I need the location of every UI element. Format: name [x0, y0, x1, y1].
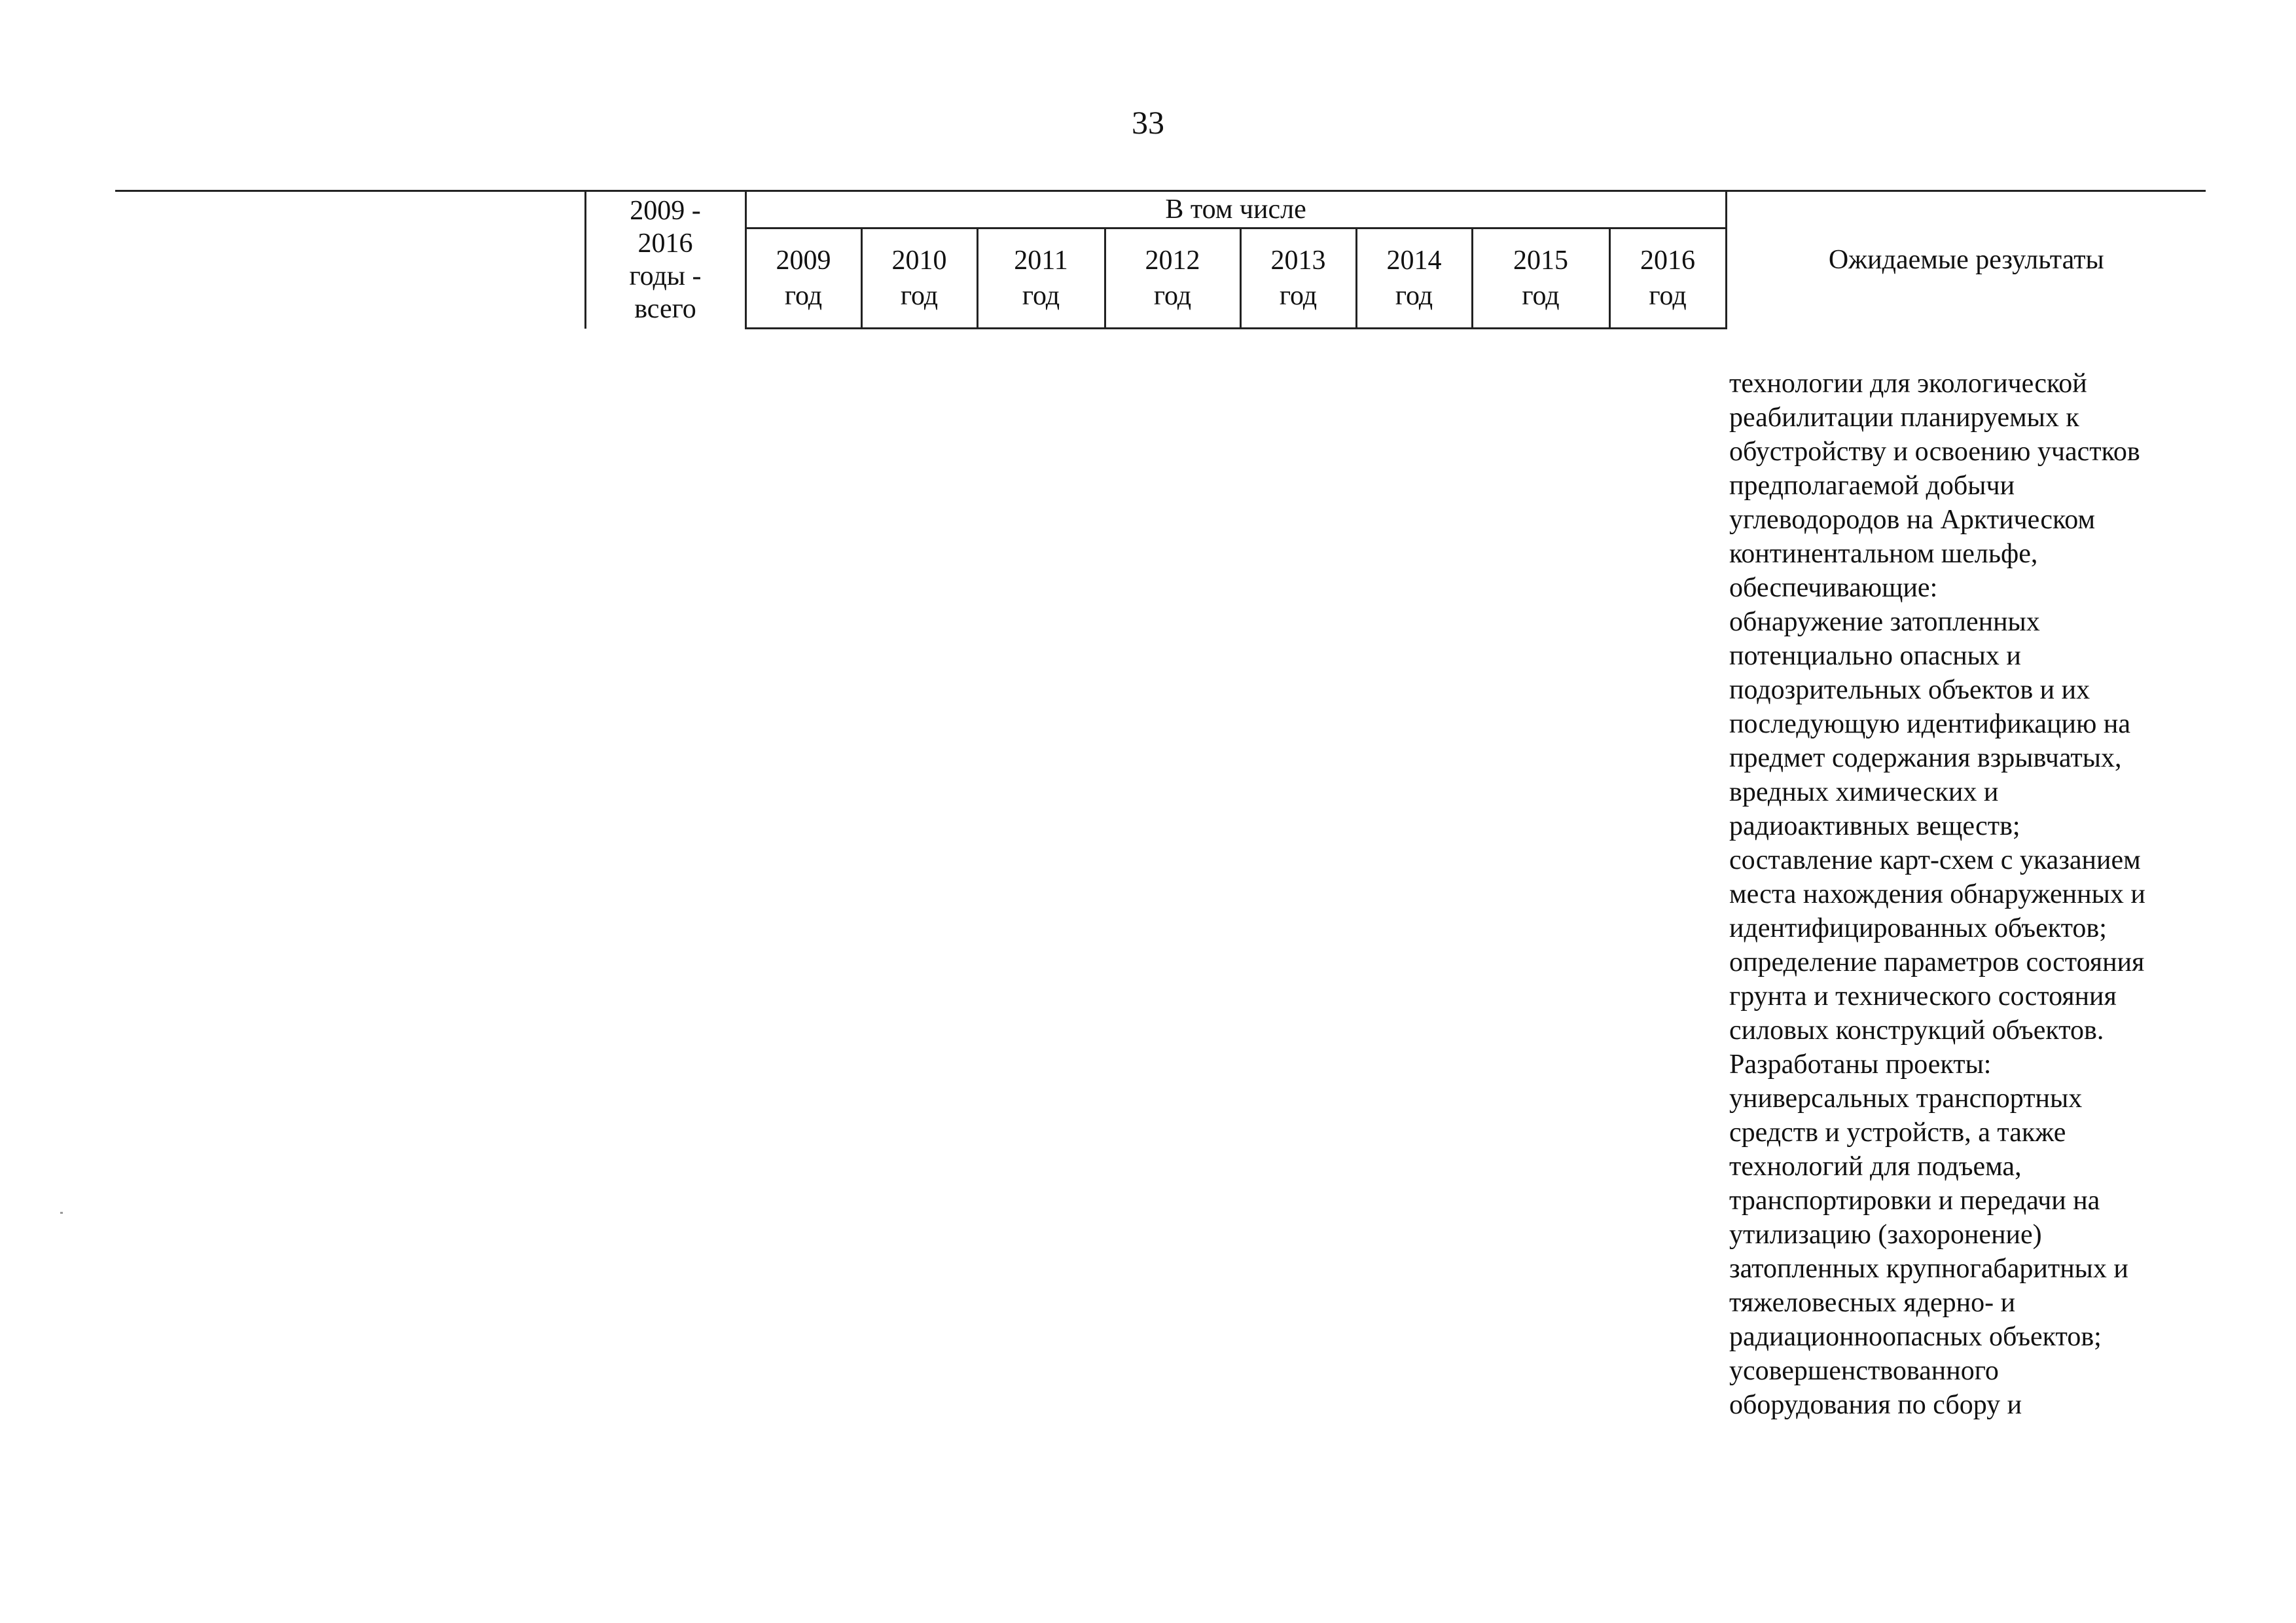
- year-header-2016: [1609, 228, 1726, 329]
- year-unit: год: [1279, 281, 1318, 311]
- year-unit: год: [1395, 281, 1433, 311]
- total-period-header: [585, 191, 745, 329]
- year-header-2009: [745, 228, 861, 329]
- year-unit: год: [1022, 281, 1060, 311]
- year-header-2014: [1356, 228, 1472, 329]
- results-table-header: [115, 190, 2206, 329]
- blank-header-cell: [115, 191, 585, 329]
- year-header-2015: [1472, 228, 1609, 329]
- total-period-label: 2009 - 2016 годы - всего: [629, 196, 702, 325]
- year-value: 2014: [1386, 246, 1442, 276]
- expected-results-label: Ожидаемые результаты: [1828, 245, 2104, 276]
- year-unit: год: [1522, 281, 1560, 311]
- group-header-label: В том числе: [1165, 194, 1306, 225]
- year-value: 2015: [1513, 246, 1568, 276]
- year-value: 2012: [1145, 246, 1200, 276]
- year-header-2013: [1240, 228, 1356, 329]
- year-unit: год: [784, 281, 823, 311]
- year-value: 2011: [1014, 246, 1068, 276]
- year-header-2011: [977, 228, 1105, 329]
- year-value: 2016: [1640, 246, 1696, 276]
- year-unit: год: [1153, 281, 1192, 311]
- scan-speck: [60, 1212, 63, 1214]
- year-header-2012: [1105, 228, 1240, 329]
- expected-results-header: [1726, 191, 2206, 329]
- year-header-2010: [861, 228, 977, 329]
- year-unit: год: [1649, 281, 1687, 311]
- year-value: 2013: [1270, 246, 1326, 276]
- group-header-cell: [745, 191, 1726, 228]
- year-unit: год: [900, 281, 939, 311]
- page-number: 33: [1132, 104, 1164, 141]
- expected-results-text: технологии для экологической реабилитации планируемых к обустройству и освоению участков предполагаемой добычи углеводородов на Арктическом континентальном шельфе, обеспечивающие: обнаружение затопленных потенциально опасных и подозрительных объектов и их последующую идентификацию на предмет содержания взрывчатых, вредных химических и радиоактивных веществ; составление карт-схем с указанием места нахождения обнаруженных и идентифицированных объектов; определение параметров состояния грунта и технического состояния силовых конструкций объектов. Разработаны проекты: универсальных транспортных средств и устройств, а также технологий для подъема, транспортировки и передачи на утилизацию (захоронение) затопленных крупногабаритных и тяжеловесных ядерно- и радиационноопасных объектов; усовершенствованного оборудования по сбору и: [1729, 369, 2145, 1420]
- year-value: 2009: [776, 246, 831, 276]
- year-value: 2010: [891, 246, 947, 276]
